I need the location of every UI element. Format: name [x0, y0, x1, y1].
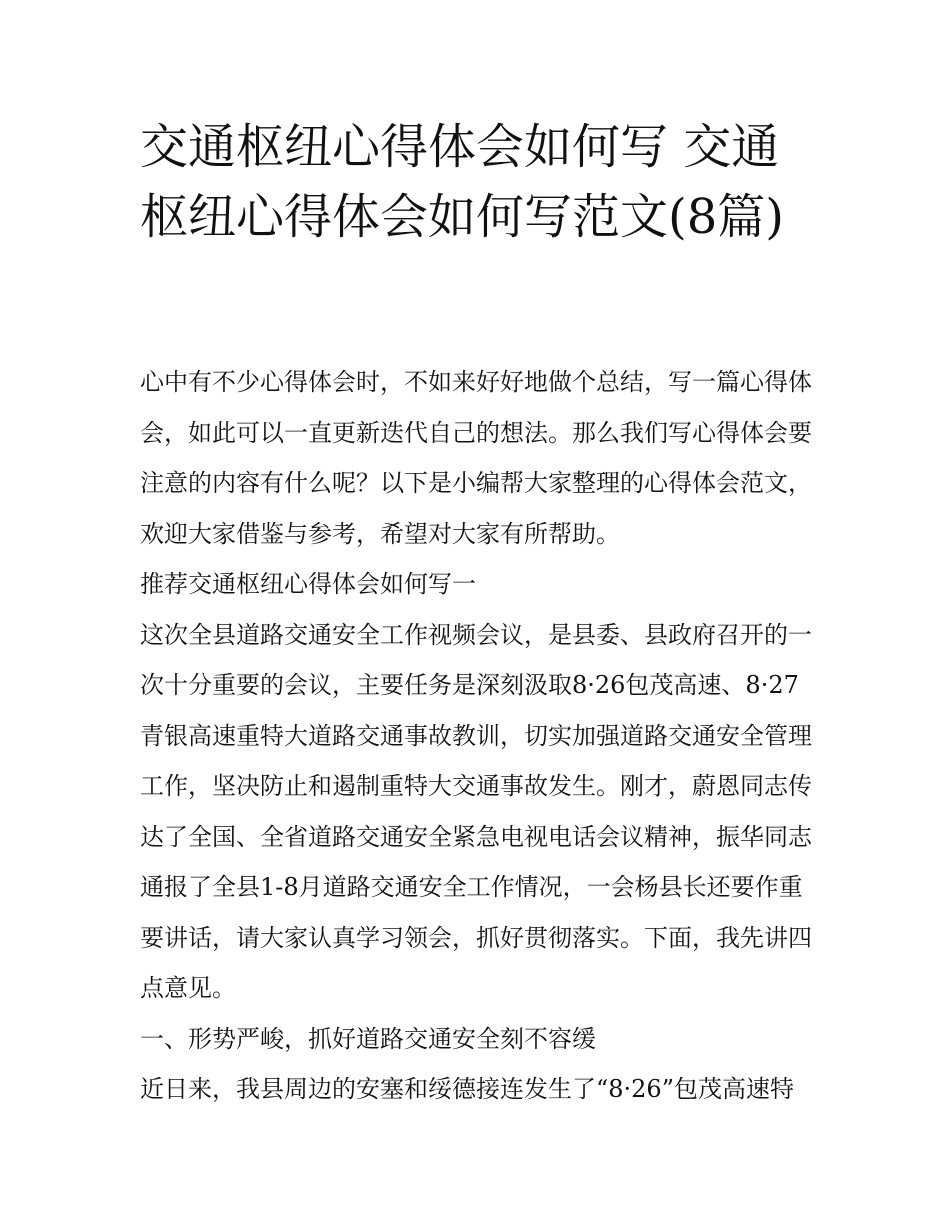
document-body: [140, 357, 820, 1115]
section-heading-one: 一、形势严峻，抓好道路交通安全刻不容缓: [140, 1024, 596, 1053]
intro-paragraph: 心中有不少心得体会时，不如来好好地做个总结，写一篇心得体会，如此可以一直更新迭代自己的想法。那么我们写心得体会要注意的内容有什么呢？以下是小编帮大家整理的心得体会范文，欢迎大家借鉴与参考，希望对大家有所帮助。: [140, 368, 812, 548]
section-heading-recommend: 推荐交通枢纽心得体会如何写一: [140, 570, 476, 598]
closing-paragraph: 近日来，我县周边的安塞和绥德接连发生了“8·26”包茂高速特: [140, 1075, 794, 1103]
document-title: 交通枢纽心得体会如何写 交通枢纽心得体会如何写范文(8篇): [140, 119, 784, 245]
speech-paragraph: 这次全县道路交通安全工作视频会议，是县委、县政府召开的一次十分重要的会议，主要任务是深刻汲取8·26包茂高速、8·27青银高速重特大道路交通事故教训，切实加强道路交通安全管理工作，坚决防止和遏制重特大交通事故发生。刚才，蔚恩同志传达了全国、全省道路交通安全紧急电视电话会议精神，振华同志通报了全县1-8月道路交通安全工作情况，一会杨县长还要作重要讲话，请大家认真学习领会，抓好贯彻落实。下面，我先讲四点意见。: [140, 620, 812, 1002]
